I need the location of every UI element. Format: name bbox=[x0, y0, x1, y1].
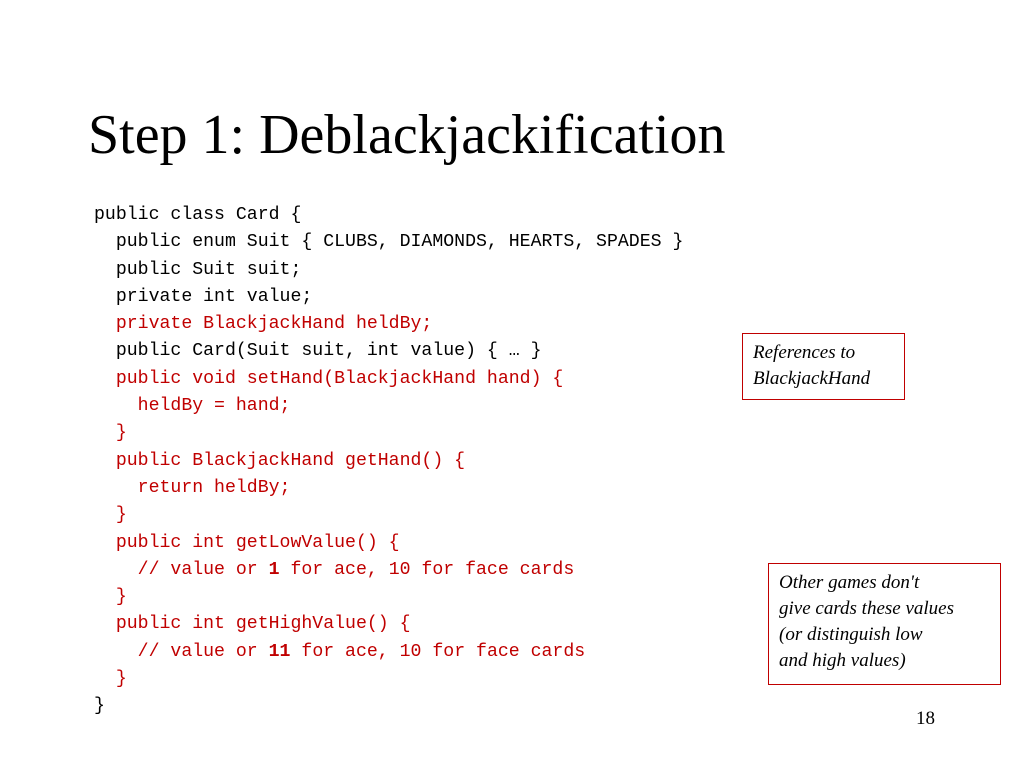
code-line bbox=[94, 229, 683, 256]
code-line bbox=[94, 502, 683, 529]
code-line bbox=[94, 366, 683, 393]
code-segment: for ace, 10 for face cards bbox=[279, 559, 575, 580]
code-line bbox=[94, 693, 683, 720]
code-line bbox=[94, 639, 683, 666]
code-segment: public int getHighValue() { bbox=[94, 614, 411, 635]
code-segment: public class Card { bbox=[94, 205, 302, 225]
code-segment: public void setHand(BlackjackHand hand) { bbox=[94, 368, 564, 389]
code-segment: return heldBy; bbox=[94, 477, 291, 498]
code-line bbox=[94, 420, 683, 447]
code-segment: private int value; bbox=[94, 286, 313, 307]
code-line bbox=[94, 257, 683, 284]
page-number: 18 bbox=[916, 708, 935, 729]
code-segment: } bbox=[94, 669, 127, 690]
code-line bbox=[94, 611, 683, 638]
code-segment: public enum Suit { CLUBS, DIAMONDS, HEARTS, SPADES } bbox=[94, 232, 684, 253]
code-segment: private BlackjackHand heldBy; bbox=[94, 314, 433, 335]
callout-line: (or distinguish low bbox=[779, 624, 923, 645]
code-segment: 1 bbox=[268, 559, 280, 580]
code-segment: } bbox=[94, 587, 127, 608]
code-line bbox=[94, 666, 683, 693]
code-segment: public int getLowValue() { bbox=[94, 532, 400, 553]
code-line bbox=[94, 530, 683, 557]
code-segment: } bbox=[94, 423, 127, 444]
callout-line: and high values) bbox=[779, 650, 906, 671]
code-segment: } bbox=[94, 696, 105, 717]
callout-line: Other games don't bbox=[779, 572, 920, 593]
callout-other-games bbox=[768, 563, 1001, 685]
code-line bbox=[94, 584, 683, 611]
code-line bbox=[94, 475, 683, 502]
code-line bbox=[94, 557, 683, 584]
callout-line: References to bbox=[753, 342, 856, 363]
code-line bbox=[94, 338, 683, 365]
code-segment: heldBy = hand; bbox=[94, 396, 291, 417]
code-line bbox=[94, 202, 683, 229]
callout-line: BlackjackHand bbox=[753, 368, 871, 389]
code-segment: // value or bbox=[94, 641, 269, 662]
code-segment: // value or bbox=[94, 559, 269, 580]
code-segment: public Card(Suit suit, int value) { … } bbox=[94, 341, 542, 362]
code-segment: public BlackjackHand getHand() { bbox=[94, 450, 466, 471]
code-line bbox=[94, 284, 683, 311]
code-line bbox=[94, 393, 683, 420]
code-line bbox=[94, 448, 683, 475]
code-block bbox=[94, 202, 683, 721]
code-segment: for ace, 10 for face cards bbox=[290, 641, 586, 662]
code-segment: public Suit suit; bbox=[94, 259, 302, 280]
code-segment: } bbox=[94, 505, 127, 526]
code-segment: 11 bbox=[268, 641, 291, 662]
slide-title: Step 1: Deblackjackification bbox=[88, 104, 726, 166]
code-line bbox=[94, 311, 683, 338]
callout-references bbox=[742, 333, 905, 400]
callout-line: give cards these values bbox=[779, 598, 954, 619]
